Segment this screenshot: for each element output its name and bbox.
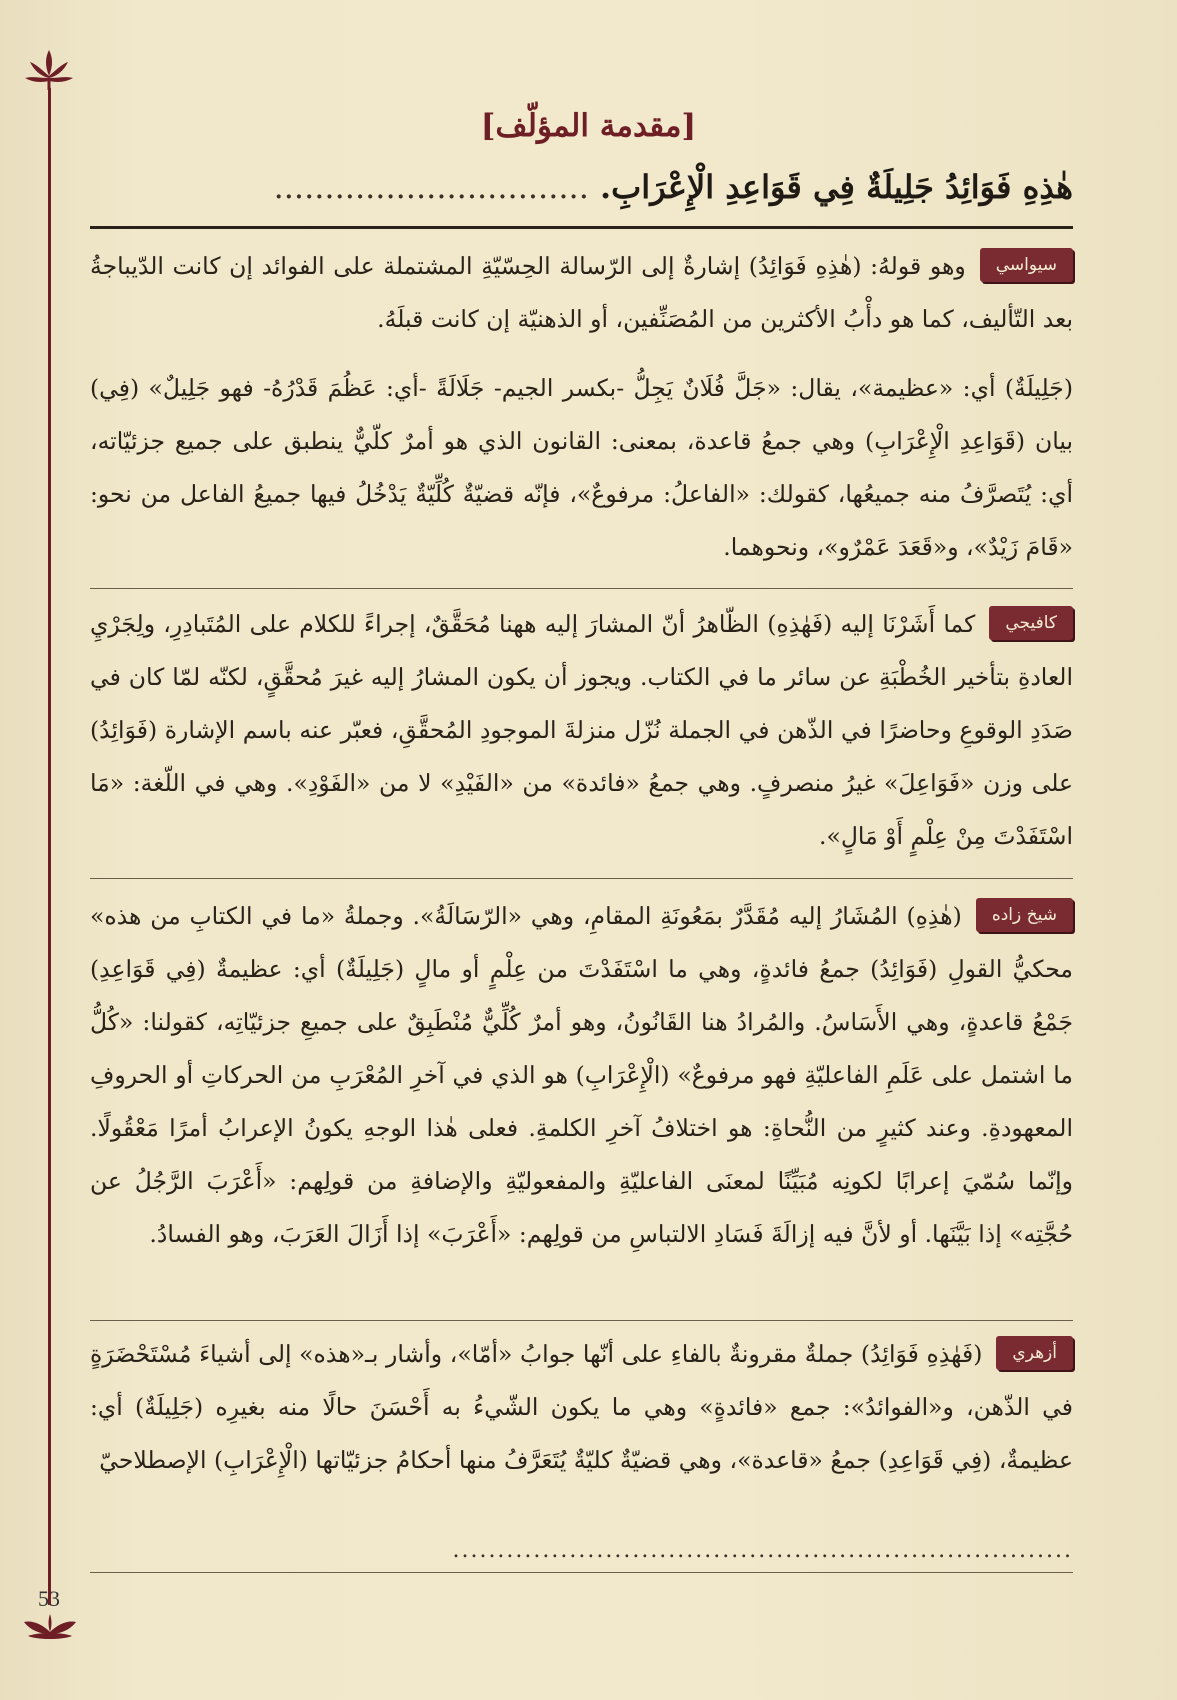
page-number: 53 — [38, 1586, 60, 1611]
commentator-tag: أزهري — [996, 1336, 1073, 1370]
left-margin-rule — [48, 88, 51, 1605]
commentator-tag: شيخ زاده — [976, 898, 1073, 932]
commentary-paragraph: (هٰذِهِ) المُشَارُ إليه مُقَدَّرٌ بمَعُونَةِ المقامِ، وهي «الرّسَالَةُ». وجملةُ «ما في الكتابِ من هذه» محكيُّ القولِ (فَوَائِدُ) جمعُ فائدةٍ، وهي ما اسْتَفَدْتَ من عِلْمٍ أو مالٍ (جَلِيلَةٌ) أي: عظيمةٌ (فِي قَوَاعِدِ) جَمْعُ قاعدةٍ، وهي الأَسَاسُ. والمُرادُ هنا القَانُونُ، وهو أمرٌ كُلِّيٌّ مُنْطَبِقٌ على جميعِ جزئيّاتِه، كقولنا: «كُلُّ ما اشتمل على عَلَمِ الفاعليّةِ فهو مرفوعٌ» (الْإِعْرَابِ) هو الذي في آخرِ المُعْرَبِ من الحركاتِ أو الحروفِ المعهودةِ. وعند كثيرٍ من النُّحاةِ: هو اختلافُ آخرِ الكلمةِ. فعلى هٰذا الوجهِ يكونُ الإعرابُ أمرًا مَعْقُولًا. وإنّما سُمّيَ إعرابًا لكونِه مُبَيِّنًا لمعنَى الفاعليّةِ والمفعوليّةِ والإضافةِ من قولِهم: «أَعْرَبَ الرَّجُلُ عن حُجَّتِه» إذا بَيَّنَها. أو لأنَّ فيه إزالَةَ فَسَادِ الالتباسِ من قولِهم: «أَعْرَبَ» إذا أَزَالَ العَرَبَ، وهو الفسادُ. — [90, 902, 1073, 1248]
section-divider — [90, 1320, 1073, 1321]
main-text-rule — [90, 226, 1073, 229]
commentary-section-2 — [90, 598, 1073, 863]
main-text-line — [92, 168, 1073, 206]
commentary-section-4 — [90, 1328, 1073, 1487]
commentator-tag: سيواسي — [980, 248, 1073, 282]
commentary-paragraph: كما أَشَرْنَا إليه (فَهٰذِهِ) الظّاهرُ أنّ المشارَ إليه ههنا مُحَقَّقٌ، إجراءً للكلام على المُتَبادِرِ، ولِجَرْيِ العادةِ بتأخير الخُطْبَةِ عن سائر ما في الكتاب. ويجوز أن يكون المشارُ إليه غيرَ مُحقَّقٍ، لكنّه لمّا كان في صَدَدِ الوقوعِ وحاضرًا في الذّهن في الجملة نُزّل منزلةَ الموجودِ المُحقَّقِ، فعبّر عنه باسم الإشارة (فَوَائِدُ) على وزن «فَوَاعِلَ» غيرُ منصرفٍ. وهي جمعُ «فائدة» من «الفَيْدِ» لا من «الفَوْدِ». وهي في اللّغة: «مَا اسْتَفَدْتَ مِنْ عِلْمٍ أَوْ مَالٍ». — [90, 610, 1073, 850]
commentary-paragraph: (فَهٰذِهِ فَوَائِدُ) جملةٌ مقرونةٌ بالفاءِ على أنّها جوابُ «أمّا»، وأشار بـ«هذه» إلى أشياءَ مُسْتَحْضَرَةٍ في الذّهن، و«الفوائدُ»: جمع «فائدةٍ» وهي ما يكون الشّيءُ به أَحْسَنَ حالًا منه بغيرِه (جَلِيلَةٌ) أي: عظيمةٌ، (فِي قَوَاعِدِ) جمعُ «قاعدة»، وهي قضيّةٌ كليّةٌ يُتَعَرَّفُ منها أحكامُ جزئيّاتها (الْإِعْرَابِ) الإصطلاحيّ — [90, 1340, 1073, 1474]
leaf-ornament-icon — [22, 1610, 78, 1646]
section-divider — [90, 878, 1073, 879]
commentator-tag: كافيجي — [989, 606, 1073, 640]
commentary-paragraph: (جَلِيلَةٌ) أي: «عظيمة»، يقال: «جَلَّ فُلَانٌ يَجِلُّ -بكسر الجيم- جَلَالَةً -أي: عَظُمَ قَدْرُهُ- فهو جَلِيلٌ» (فِي) بيان (قَوَاعِدِ الْإِعْرَابِ) وهي جمعُ قاعدة، بمعنى: القانون الذي هو أمرٌ كلّيٌّ ينطبق على جميع جزئيّاته، أي: يُتَصرَّفُ منه جميعُها، كقولك: «الفاعلُ: مرفوعٌ»، فإنّه قضيّةٌ كُلِّيّةٌ يَدْخُلُ فيها جميعُ الفاعل من نحو: «قَامَ زَيْدٌ»، و«قَعَدَ عَمْرٌو»، ونحوهما. — [90, 374, 1073, 561]
continuation-dots: ..................................................................... — [452, 1538, 1073, 1563]
commentary-paragraph: وهو قولهُ: (هٰذِهِ فَوَائِدُ) إشارةٌ إلى الرّسالة الحِسّيّةِ المشتملة على الفوائد إن كانت الدّيباجةُ بعد التّأليف، كما هو دأْبُ الأكثرين من المُصَنِّفين، أو الذهنيّة إن كانت قبلَهُ. — [90, 252, 1073, 333]
section-heading: [مقدمة المؤلّف] — [480, 108, 697, 144]
section-divider — [90, 588, 1073, 589]
main-text: هٰذِهِ فَوَائِدُ جَلِيلَةٌ فِي قَوَاعِدِ الْإِعْرَابِ. — [600, 168, 1073, 206]
bottom-rule — [90, 1572, 1073, 1573]
commentary-section-3 — [90, 890, 1073, 1261]
commentary-section-1 — [90, 240, 1073, 574]
main-dots: ............................... — [273, 168, 589, 206]
